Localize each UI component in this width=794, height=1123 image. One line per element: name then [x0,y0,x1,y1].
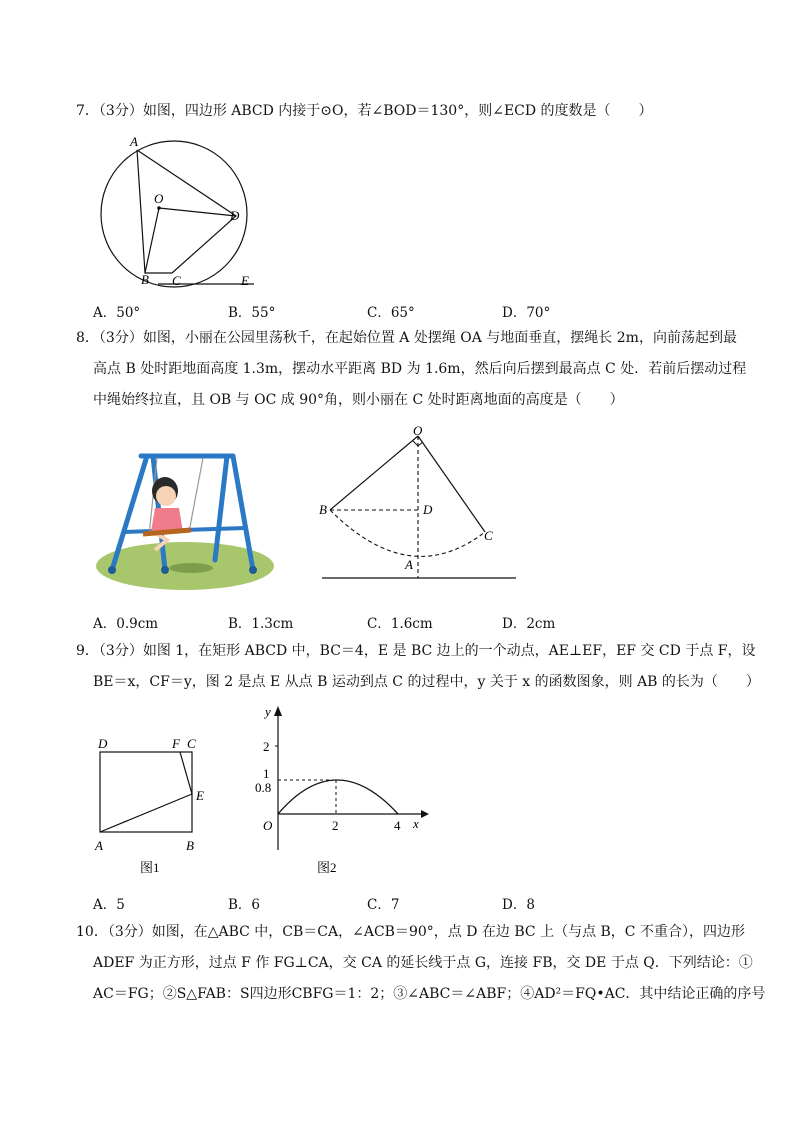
quad-abcd [137,150,236,273]
label-y: y [265,704,271,719]
q9-option-b: B．6 [228,897,261,913]
q7-option-b: B．55° [228,305,276,321]
label-o: O [413,423,423,438]
q7-option-a: A．50° [93,305,141,321]
segment-ef [180,752,192,794]
q8-option-d: D．2cm [502,616,556,632]
q8-line-3: 中绳始终拉直，且 OB 与 OC 成 90°角，则小丽在 C 处时距离地面的高度是（ ） [93,392,624,408]
label-e: E [196,788,204,803]
label-b: B [186,838,194,853]
q7-option-d: D．70° [502,305,551,321]
segment-od [159,208,236,216]
label-c: C [484,528,493,543]
q7-figure [88,130,268,292]
q9-option-d: D．8 [502,897,535,913]
figure-2-caption: 图2 [317,860,337,875]
parabola-curve [278,780,398,814]
q8-option-a: A．0.9cm [93,616,159,632]
q9-line-2: BE＝x，CF＝y，图 2 是点 E 从点 B 运动到点 C 的过程中，y 关于 x 的函数图象，则 AB 的长为（ ） [93,674,760,690]
tick-x-2: 2 [332,818,339,833]
swing-illustration [95,446,275,596]
girl-face [156,486,176,506]
tick-y-1: 1 [263,766,270,781]
segment-ae [100,794,192,832]
tick-y-08: 0.8 [255,780,272,795]
q9-option-c: C．7 [367,897,400,913]
label-c: C [172,273,181,288]
q9-option-a: A．5 [93,897,125,913]
figure-1-caption: 图1 [140,860,160,875]
label-f: F [172,736,180,751]
tick-y-2: 2 [263,739,270,754]
label-origin: O [263,818,273,833]
segment-ob [145,208,159,273]
q10-line-2: ADEF 为正方形，过点 F 作 FG⊥CA，交 CA 的延长线于点 G，连接 FB，交 DE 于点 Q．下列结论：① [93,955,753,971]
q9-figure-1 [88,732,218,882]
label-d: D [98,736,108,751]
label-a: A [405,557,413,572]
label-x: x [413,816,419,831]
label-d: D [423,502,433,517]
q8-option-b: B．1.3cm [228,616,294,632]
swing-arc [330,510,485,556]
label-c: C [187,736,196,751]
rectangle-abcd [100,752,192,832]
tick-x-4: 4 [394,818,401,833]
q7-option-c: C．65° [367,305,415,321]
q8-figure [310,422,522,586]
label-e: E [241,273,249,288]
label-a: A [130,134,138,149]
q10-line-3: AC＝FG；②S△FAB：S四边形CBFG＝1：2；③∠ABC＝∠ABF；④AD²＝FQ•AC．其中结论正确的序号 [93,986,766,1002]
label-b: B [141,272,149,287]
q8-option-c: C．1.6cm [367,616,433,632]
circle-o [101,141,247,287]
q9-figure-2 [245,702,435,882]
girl-dress [151,508,183,532]
q8-line-1: 8．（3分）如图，小丽在公园里荡秋千，在起始位置 A 处摆绳 OA 与地面垂直，摆绳长 2m，向前荡起到最 [76,330,737,346]
q7-stem: 7．（3分）如图，四边形 ABCD 内接于⊙O，若∠BOD＝130°，则∠ECD 的度数是（ ） [76,103,653,119]
q8-line-2: 高点 B 处时距地面高度 1.3m，摆动水平距离 BD 为 1.6m，然后向后摆到最高点 C 处．若前后摆动过程 [93,361,747,377]
label-a: A [95,838,103,853]
segment-oc [418,436,485,532]
label-d: D [230,208,240,223]
label-o: O [154,191,164,206]
segment-ob [330,436,418,510]
q9-line-1: 9．（3分）如图 1，在矩形 ABCD 中，BC＝4，E 是 BC 边上的一个动点，AE⊥EF，EF 交 CD 于点 F，设 [76,643,756,659]
center-dot [157,206,161,210]
label-b: B [319,502,327,517]
q10-line-1: 10．（3分）如图，在△ABC 中，CB＝CA，∠ACB＝90°，点 D 在边 BC 上（与点 B，C 不重合），四边形 [76,924,745,940]
